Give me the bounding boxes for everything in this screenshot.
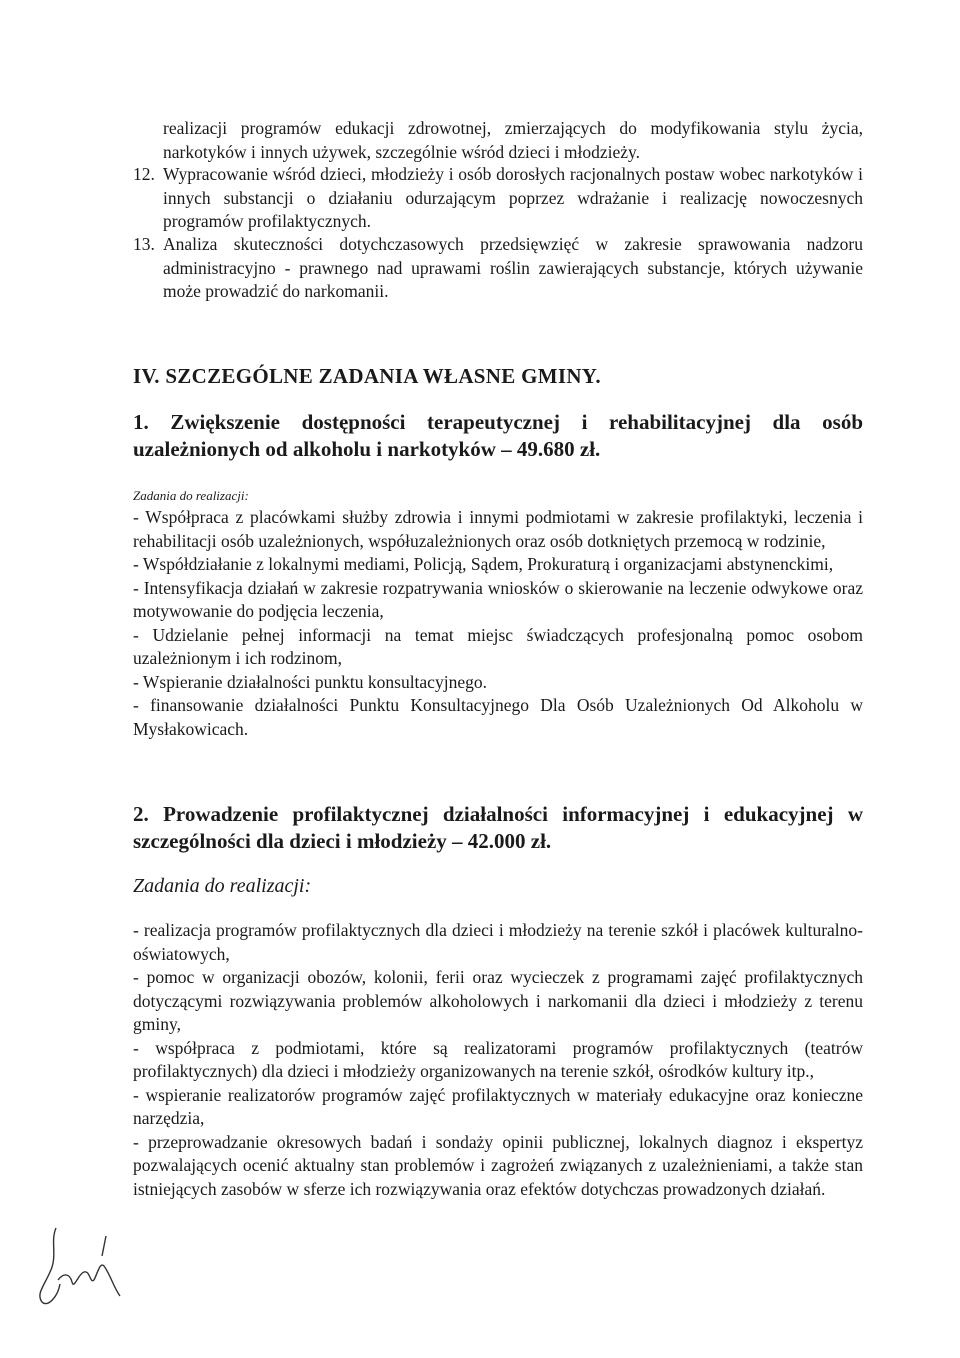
list-item: - pomoc w organizacji obozów, kolonii, ferii oraz wycieczek z programami zajęć profilaktycznych dotyczącymi rozwiązywania problemów alkoholowych i narkomanii dla dzieci i młodzieży z terenu gminy, bbox=[133, 967, 863, 1034]
list-item: - Współpraca z placówkami służby zdrowia i innymi podmiotami w zakresie profilaktyki, leczenia i rehabilitacji osób uzależnionych, współuzależnionych oraz osób dotkniętych przemocą w rodzinie, bbox=[133, 507, 863, 551]
task2-heading: 2. Prowadzenie profilaktycznej działalności informacyjnej i edukacyjnej w szczególności dla dzieci i młodzieży – 42.000 zł. bbox=[133, 802, 863, 853]
section-title: IV. SZCZEGÓLNE ZADANIA WŁASNE GMINY. bbox=[133, 364, 601, 388]
task1-heading: 1. Zwiększenie dostępności terapeutycznej i rehabilitacyjnej dla osób uzależnionych od alkoholu i narkotyków – 49.680 zł. bbox=[133, 410, 863, 461]
list-item: - realizacja programów profilaktycznych dla dzieci i młodzieży na terenie szkół i placówek kulturalno-oświatowych, bbox=[133, 920, 863, 964]
task1-list bbox=[133, 506, 863, 741]
item-13-text: Analiza skuteczności dotychczasowych przedsięwzięć w zakresie sprawowania nadzoru administracyjno - prawnego nad uprawami roślin zawierających substancje, których używanie może prowadzić do narkomanii. bbox=[163, 234, 863, 301]
intro-continuation: realizacji programów edukacji zdrowotnej, zmierzających do modyfikowania stylu życia, narkotyków i innych używek, szczególnie wśród dzieci i młodzieży. bbox=[163, 118, 863, 162]
list-item: - współpraca z podmiotami, które są realizatorami programów profilaktycznych (teatrów profilaktycznych) dla dzieci i młodzieży organizowanych na terenie szkół, ośrodków kultury itp., bbox=[133, 1037, 863, 1081]
list-item: - finansowanie działalności Punktu Konsultacyjnego Dla Osób Uzależnionych Od Alkoholu w Mysłakowicach. bbox=[133, 695, 863, 739]
list-item: - Wspieranie działalności punktu konsultacyjnego. bbox=[133, 671, 487, 692]
item-13-number: 13. bbox=[133, 234, 155, 254]
list-item: - Intensyfikacja działań w zakresie rozpatrywania wniosków o skierowanie na leczenie odwykowe oraz motywowanie do podjęcia leczenia, bbox=[133, 577, 863, 621]
list-item: - Współdziałanie z lokalnymi mediami, Policją, Sądem, Prokuraturą i organizacjami abstynenckimi, bbox=[133, 554, 834, 574]
task2-list bbox=[133, 919, 863, 1201]
list-item: - Udzielanie pełnej informacji na temat miejsc świadczących profesjonalną pomoc osobom uzależnionym i ich rodzinom, bbox=[133, 624, 863, 668]
item-12-number: 12. bbox=[133, 164, 155, 184]
task2-label: Zadania do realizacji: bbox=[133, 875, 312, 897]
list-item: - wspieranie realizatorów programów zajęć profilaktycznych w materiały edukacyjne oraz konieczne narzędzia, bbox=[133, 1084, 863, 1128]
list-item: - przeprowadzanie okresowych badań i sondaży opinii publicznej, lokalnych diagnoz i ekspertyz pozwalających ocenić aktualny stan problemów i zagrożeń związanych z uzależnieniami, a także stan istniejących zasobów w sferze ich rozwiązywania oraz efektów dotychczas prowadzonych działań. bbox=[133, 1131, 863, 1199]
item-12-text: Wypracowanie wśród dzieci, młodzieży i osób dorosłych racjonalnych postaw wobec narkotyków i innych substancji o działaniu odurzającym poprzez wdrażanie i realizację nowoczesnych programów profilaktycznych. bbox=[163, 164, 863, 231]
signature-mark bbox=[28, 1222, 128, 1312]
task1-label: Zadania do realizacji: bbox=[133, 488, 249, 503]
